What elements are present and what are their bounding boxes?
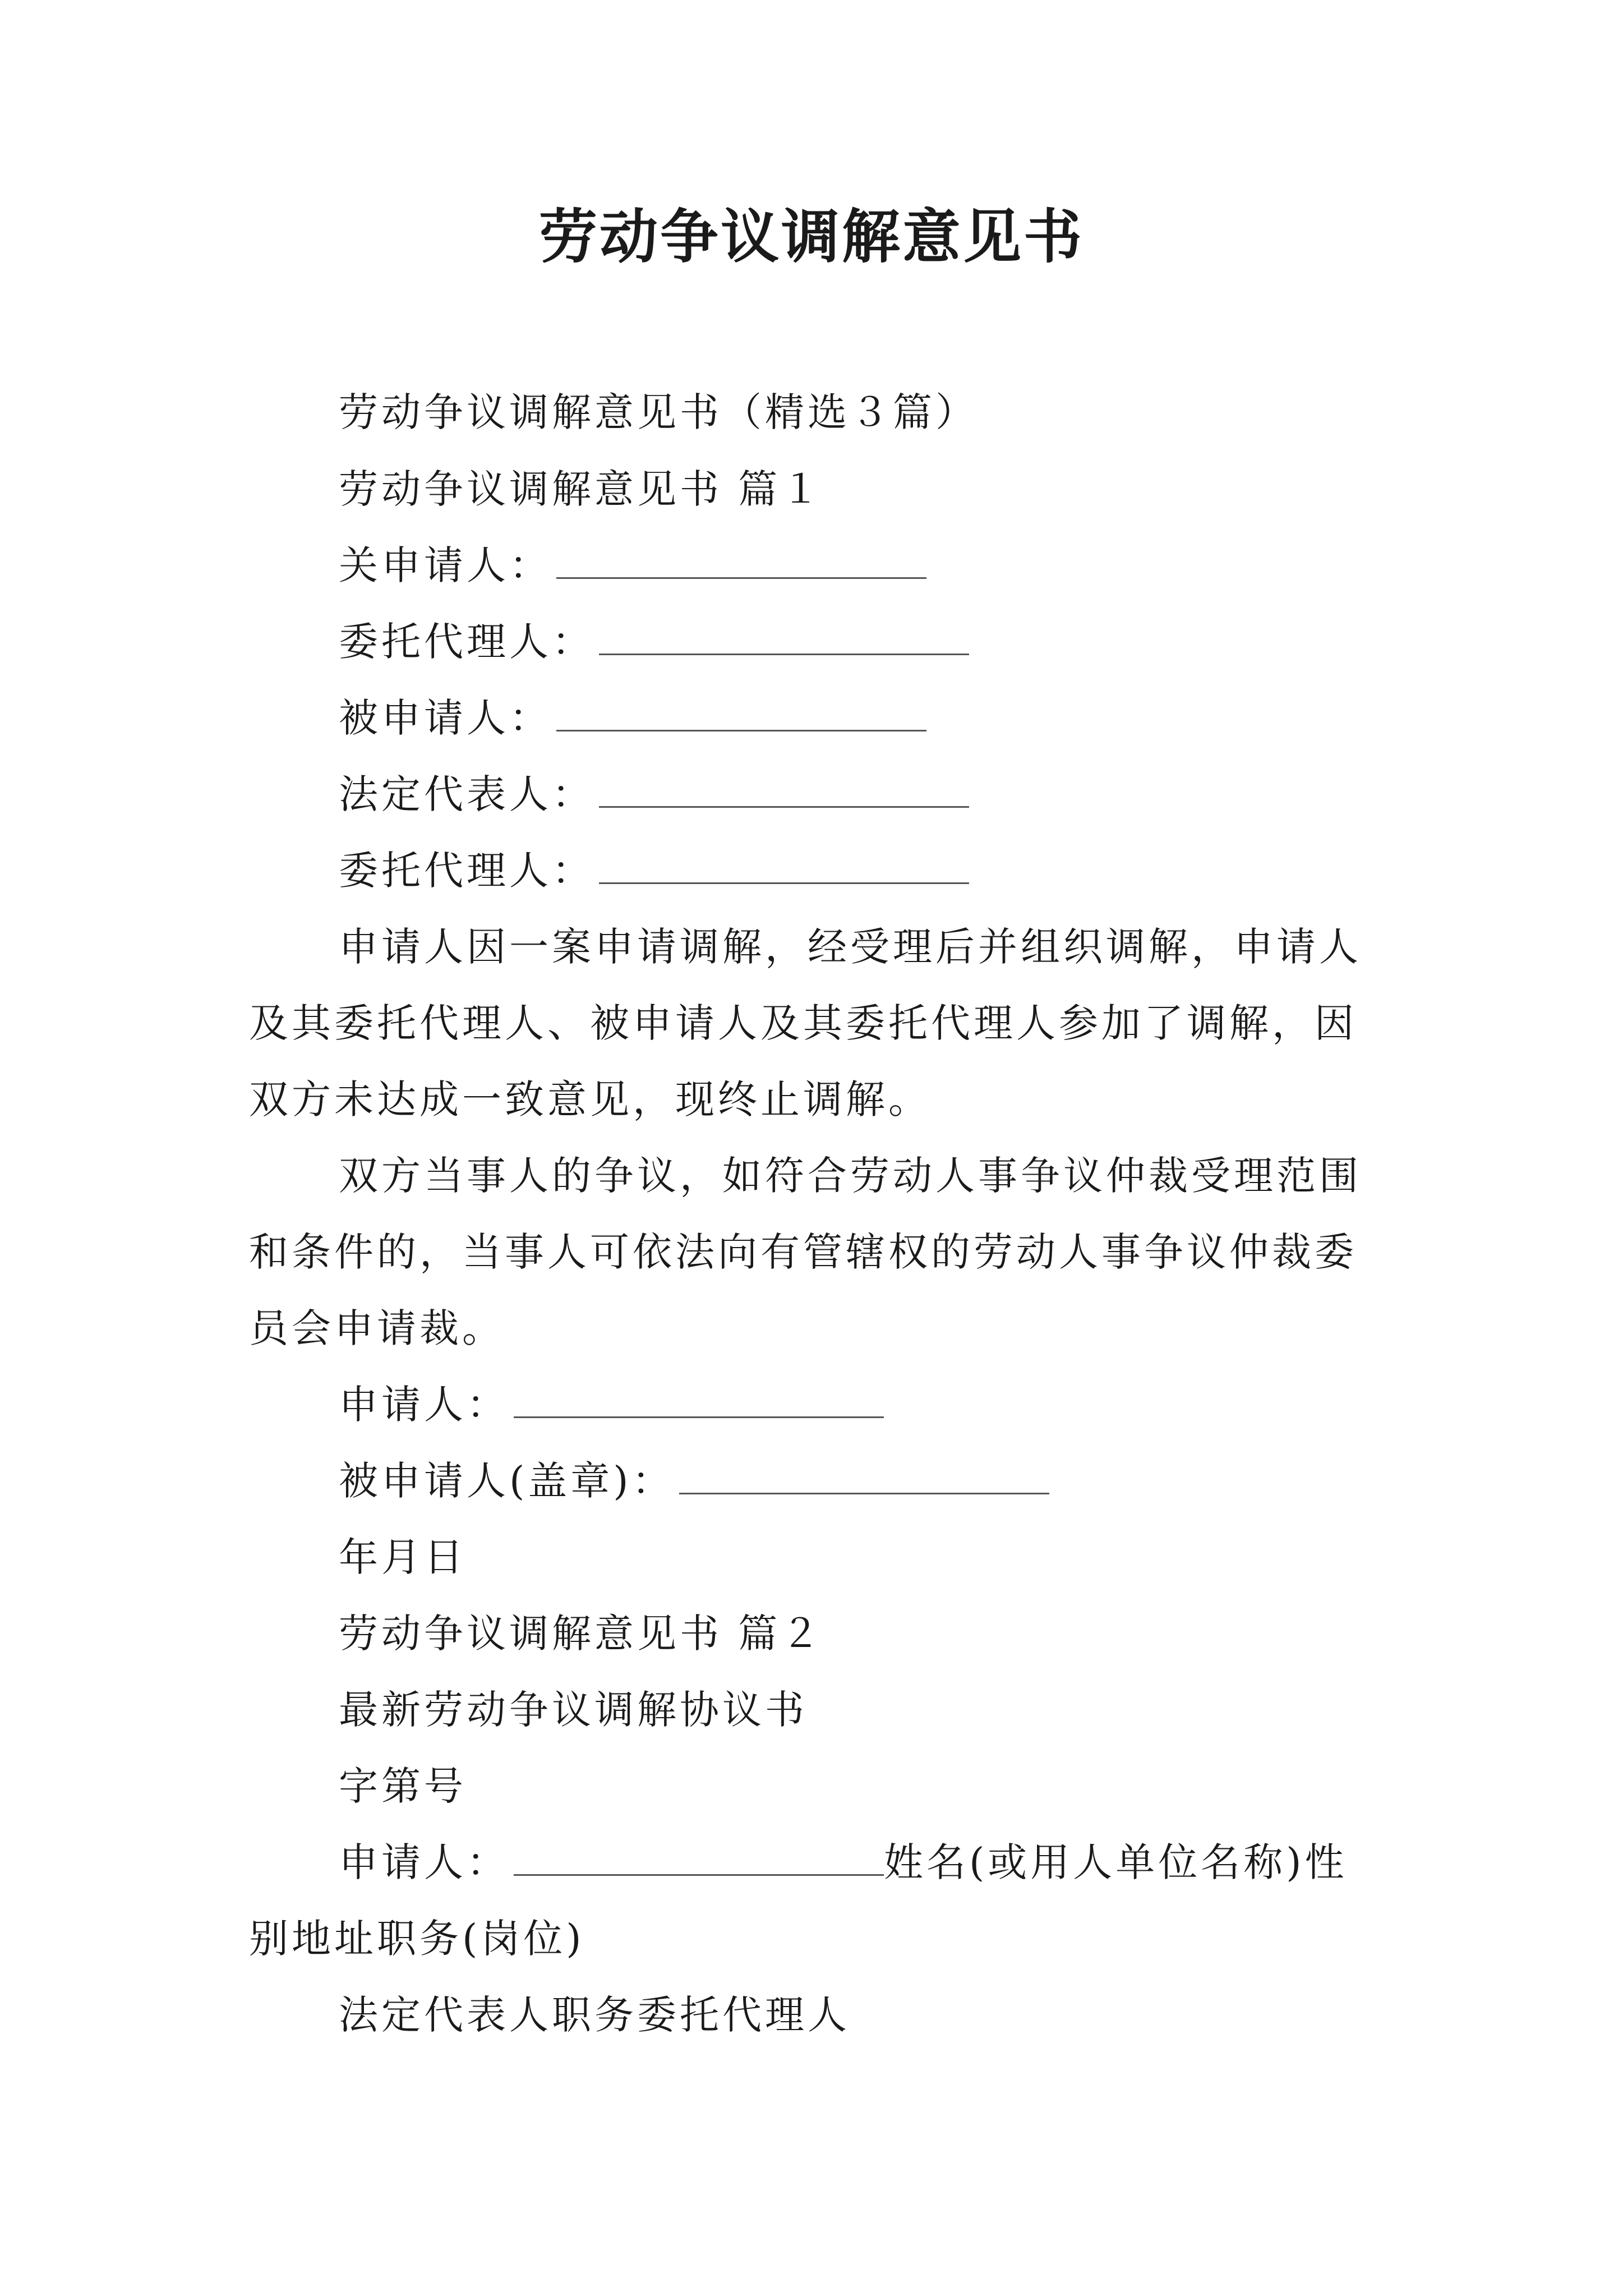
- paragraph-1-line-3: 双方未达成一致意见，现终止调解。: [249, 1076, 931, 1122]
- date-line: 年月日: [339, 1534, 467, 1580]
- paragraph-2-line-2: 和条件的，当事人可依法向有管辖权的劳动人事争议仲裁委: [249, 1229, 1357, 1275]
- sign-respondent-label: 被申请人(盖章)：: [339, 1458, 675, 1504]
- applicant2-line-2: 别地址职务(岗位): [249, 1916, 585, 1962]
- doc-number: 字第号: [339, 1763, 467, 1809]
- agent1-blank: [599, 620, 969, 655]
- agent1-label: 委托代理人：: [339, 619, 594, 665]
- legal-rep-blank: [599, 772, 969, 808]
- legal-rep-label: 法定代表人：: [339, 771, 594, 817]
- respondent-blank: [556, 696, 926, 731]
- applicant-label: 关申请人：: [339, 542, 552, 588]
- applicant2-blank: [514, 1841, 884, 1876]
- paragraph-1-line-1: 申请人因一案申请调解，经受理后并组织调解，申请人: [339, 924, 1362, 970]
- document-title: 劳动争议调解意见书: [538, 203, 1084, 271]
- sign-respondent-blank: [679, 1459, 1049, 1494]
- paragraph-1-line-2: 及其委托代理人、被申请人及其委托代理人参加了调解，因: [249, 1000, 1357, 1046]
- subtitle: 劳动争议调解意见书（精选３篇）: [339, 389, 978, 435]
- legal-rep-line: 法定代表人职务委托代理人: [339, 1992, 850, 2038]
- applicant2-label: 申请人：: [339, 1839, 509, 1885]
- applicant2-suffix: 姓名(或用人单位名称)性: [884, 1839, 1348, 1885]
- sign-respondent-field: [339, 1453, 1049, 1509]
- agreement-title: 最新劳动争议调解协议书: [339, 1687, 808, 1733]
- part2-heading: 劳动争议调解意见书 篇２: [339, 1611, 824, 1657]
- paragraph-2-line-1: 双方当事人的争议，如符合劳动人事争议仲裁受理范围: [339, 1153, 1362, 1199]
- agent2-blank: [599, 849, 969, 884]
- part1-heading: 劳动争议调解意见书 篇１: [339, 466, 824, 512]
- applicant-field: [339, 537, 926, 593]
- sign-applicant-field: [339, 1377, 884, 1433]
- agent2-field: [339, 843, 969, 899]
- respondent-field: [339, 690, 926, 746]
- respondent-label: 被申请人：: [339, 695, 552, 741]
- agent2-label: 委托代理人：: [339, 848, 594, 894]
- sign-applicant-label: 申请人：: [339, 1382, 509, 1428]
- paragraph-2-line-3: 员会申请裁。: [249, 1305, 505, 1351]
- applicant2-field: [339, 1834, 1348, 1890]
- sign-applicant-blank: [514, 1383, 884, 1418]
- legal-rep-field: [339, 766, 969, 822]
- agent1-field: [339, 614, 969, 670]
- applicant-blank: [556, 544, 926, 579]
